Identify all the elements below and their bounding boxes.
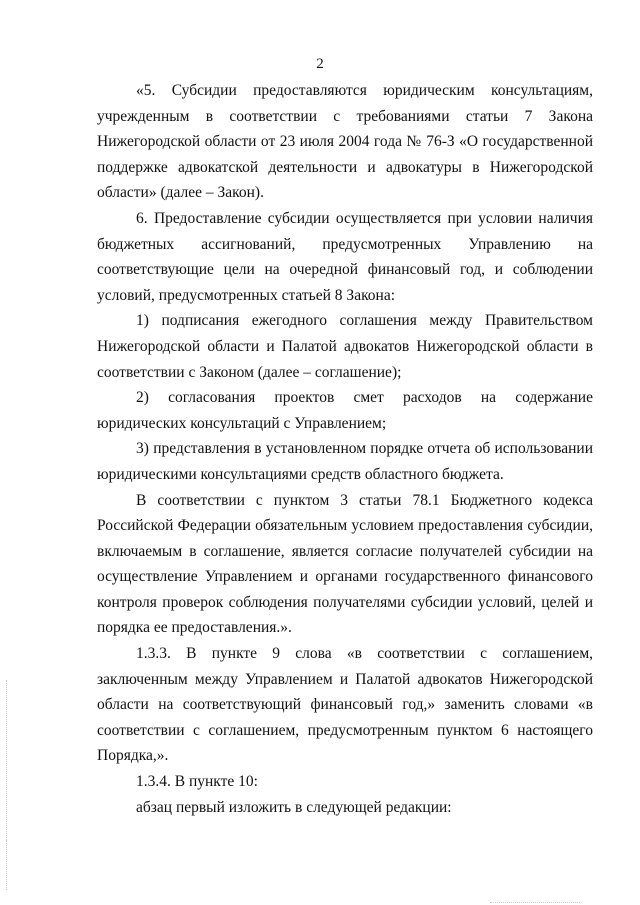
- paragraph-condition-estimates: 2) согласования проектов смет расходов на содержание юридических консультаций с Управлением;: [97, 389, 593, 432]
- paragraph-condition-report: 3) представления в установленном порядке отчета об использовании юридическими консультациями средств областного бюджета.: [97, 440, 593, 483]
- scan-edge-marks-lower: [6, 840, 10, 890]
- paragraph-first-abzac: абзац первый изложить в следующей редакции:: [136, 798, 452, 816]
- paragraph-item-1-3-3: 1.3.3. В пункте 9 слова «в соответствии с соглашением, заключенным между Управлением и Палатой адвокатов Нижегородской области на соответствующий финансовый год,» заменить словами «в соответствии с соглашением, предусмотренным пунктом 6 настоящего Порядка,».: [97, 645, 593, 765]
- document-body: [97, 78, 593, 820]
- paragraph-budget-code: В соответствии с пунктом 3 статьи 78.1 Бюджетного кодекса Российской Федерации обязательным условием предоставления субсидии, включаемым в соглашение, является согласие получателей субсидии на осуществление Управлением и органами государственного финансового контроля проверок соблюдения получателями субсидии условий, целей и порядка ее предоставления.».: [97, 491, 593, 637]
- paragraph-condition-agreement: 1) подписания ежегодного соглашения между Правительством Нижегородской области и Палатой адвокатов Нижегородской области в соответствии с Законом (далее – соглашение);: [97, 312, 593, 381]
- page-number: 2: [316, 56, 324, 72]
- paragraph-subsidy-recipients: «5. Субсидии предоставляются юридическим консультациям, учрежденным в соответствии с требованиями статьи 7 Закона Нижегородской области от 23 июля 2004 года № 76-З «О государственной поддержке адвокатской деятельности и адвокатуры в Нижегородской области» (далее – Закон).: [97, 82, 593, 202]
- paragraph-item-1-3-4: 1.3.4. В пункте 10:: [136, 773, 258, 791]
- scan-footer-marks: [490, 899, 580, 903]
- paragraph-subsidy-conditions: 6. Предоставление субсидии осуществляется при условии наличия бюджетных ассигнований, предусмотренных Управлению на соответствующие цели на очередной финансовый год, и соблюдении условий, предусмотренных статьей 8 Закона:: [97, 209, 593, 304]
